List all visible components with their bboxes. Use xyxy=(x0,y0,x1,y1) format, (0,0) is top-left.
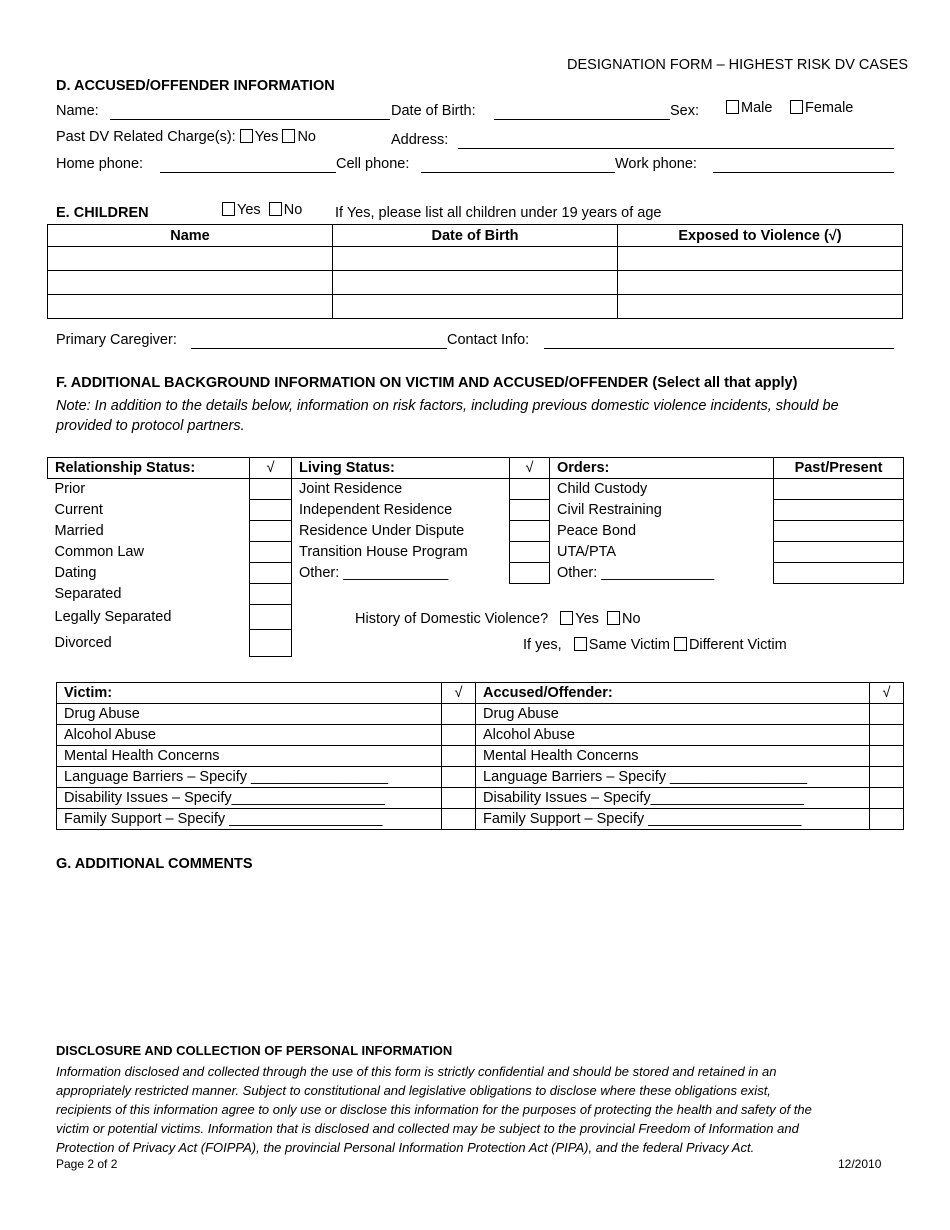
orders-item: Civil Restraining xyxy=(557,502,662,518)
section-e-title: E. CHILDREN xyxy=(56,205,149,221)
orders-item: Child Custody xyxy=(557,481,648,498)
risk-factors-table xyxy=(56,682,904,830)
past-charges-no-label: No xyxy=(297,129,316,145)
female-checkbox[interactable] xyxy=(790,100,803,114)
child-exposed-cell[interactable] xyxy=(618,271,903,295)
orders-item: Other: ______________ xyxy=(557,565,715,581)
orders-past-present-cell[interactable] xyxy=(774,521,904,542)
relationship-item: Legally Separated xyxy=(54,609,172,625)
child-dob-cell[interactable] xyxy=(333,271,618,295)
form-title: DESIGNATION FORM – HIGHEST RISK DV CASES xyxy=(567,57,909,73)
background-table xyxy=(47,457,904,657)
col-dob-header: Date of Birth xyxy=(333,225,618,247)
living-header: Living Status: xyxy=(292,458,510,479)
disclosure-line: Information disclosed and collected through the use of this form is strictly confidential and should be stored and retained in an xyxy=(56,1064,777,1079)
relationship-checkbox[interactable] xyxy=(250,630,292,657)
disclosure-line: recipients of this information agree to only use or disclose this information for the purposes of protecting the health and safety of the xyxy=(56,1102,812,1117)
relationship-checkbox[interactable] xyxy=(250,542,292,563)
victim-checkbox[interactable] xyxy=(442,788,476,809)
living-checkbox[interactable] xyxy=(510,563,550,584)
child-exposed-cell[interactable] xyxy=(618,247,903,271)
living-item: Independent Residence xyxy=(299,502,453,518)
table-row xyxy=(48,247,903,271)
disclosure-line: appropriately restricted manner. Subject to constitutional and legislative obligations to disclose where these obligations exist, xyxy=(56,1083,771,1098)
victim-checkbox[interactable] xyxy=(442,767,476,788)
accused-item: Mental Health Concerns xyxy=(476,746,870,767)
orders-item: Peace Bond xyxy=(557,523,637,539)
accused-checkbox[interactable] xyxy=(870,809,904,830)
work-phone-field[interactable] xyxy=(713,172,894,173)
page-number: Page 2 of 2 xyxy=(56,1157,118,1171)
form-date: 12/2010 xyxy=(838,1157,882,1171)
past-charges-label: Past DV Related Charge(s): xyxy=(56,129,236,145)
orders-past-present-cell[interactable] xyxy=(774,479,904,500)
dv-history-no-checkbox[interactable] xyxy=(607,611,620,625)
disclosure-text xyxy=(56,1062,812,1157)
past-charges-row xyxy=(56,129,316,145)
accused-item: Family Support – Specify ___________________ xyxy=(476,809,870,830)
child-dob-cell[interactable] xyxy=(333,295,618,319)
victim-check-header: √ xyxy=(442,683,476,704)
col-exposed-header: Exposed to Violence (√) xyxy=(618,225,903,247)
spacer-cell xyxy=(292,584,904,605)
disclosure-line: Protection of Privacy Act (FOIPPA), the provincial Personal Information Protection Act (PIPA), and the federal Privacy Act. xyxy=(56,1140,755,1155)
children-yes-label: Yes xyxy=(237,202,261,218)
living-checkbox[interactable] xyxy=(510,500,550,521)
relationship-item: Separated xyxy=(54,586,122,602)
children-no-checkbox[interactable] xyxy=(269,202,282,216)
address-label: Address: xyxy=(391,132,449,148)
relationship-checkbox[interactable] xyxy=(250,563,292,584)
victim-checkbox[interactable] xyxy=(442,809,476,830)
sex-male-option[interactable] xyxy=(726,100,772,116)
accused-item: Disability Issues – Specify___________________ xyxy=(476,788,870,809)
section-f-note: Note: In addition to the details below, information on risk factors, including previous domestic violence incidents, should be provided to protocol partners. xyxy=(56,398,839,434)
relationship-checkbox[interactable] xyxy=(250,521,292,542)
accused-checkbox[interactable] xyxy=(870,725,904,746)
living-checkbox[interactable] xyxy=(510,542,550,563)
living-item: Joint Residence xyxy=(299,481,403,498)
relationship-item: Prior xyxy=(54,481,86,498)
accused-checkbox[interactable] xyxy=(870,746,904,767)
sex-label: Sex: xyxy=(670,103,700,119)
living-checkbox[interactable] xyxy=(510,479,550,500)
victim-checkbox[interactable] xyxy=(442,746,476,767)
home-phone-label: Home phone: xyxy=(56,156,144,172)
dv-history-yes-label: Yes xyxy=(575,611,599,627)
table-row xyxy=(48,295,903,319)
living-checkbox[interactable] xyxy=(510,521,550,542)
accused-item: Alcohol Abuse xyxy=(476,725,870,746)
dob-field[interactable] xyxy=(494,119,670,120)
victim-item: Disability Issues – Specify___________________ xyxy=(57,788,442,809)
victim-checkbox[interactable] xyxy=(442,704,476,725)
relationship-item: Divorced xyxy=(54,635,112,651)
relationship-header: Relationship Status: xyxy=(48,458,250,479)
relationship-checkbox[interactable] xyxy=(250,605,292,630)
primary-caregiver-label: Primary Caregiver: xyxy=(56,332,177,348)
female-label: Female xyxy=(805,100,854,116)
section-d-title: D. ACCUSED/OFFENDER INFORMATION xyxy=(56,78,335,94)
victim-checkbox[interactable] xyxy=(442,725,476,746)
child-name-cell[interactable] xyxy=(48,295,333,319)
relationship-item: Current xyxy=(54,502,103,518)
same-victim-label: Same Victim xyxy=(588,637,670,653)
children-table xyxy=(47,224,903,319)
living-check-header: √ xyxy=(510,458,550,479)
dob-label: Date of Birth: xyxy=(391,103,476,119)
orders-past-present-cell[interactable] xyxy=(774,563,904,584)
accused-checkbox[interactable] xyxy=(870,704,904,725)
accused-checkbox[interactable] xyxy=(870,788,904,809)
table-row xyxy=(48,271,903,295)
orders-past-present-cell[interactable] xyxy=(774,500,904,521)
sex-female-option[interactable] xyxy=(790,100,853,116)
primary-caregiver-field[interactable] xyxy=(191,348,447,349)
past-charges-no-checkbox[interactable] xyxy=(282,129,295,143)
victim-item: Mental Health Concerns xyxy=(57,746,442,767)
disclosure-line: victim or potential victims. Information that is disclosed and collected may be subject to the provincial Freedom of Information and xyxy=(56,1121,799,1136)
child-name-cell[interactable] xyxy=(48,271,333,295)
male-checkbox[interactable] xyxy=(726,100,739,114)
if-yes-label: If yes, xyxy=(523,637,562,653)
additional-comments-area[interactable] xyxy=(56,880,896,1030)
accused-check-header: √ xyxy=(870,683,904,704)
name-field[interactable] xyxy=(110,119,390,120)
work-phone-label: Work phone: xyxy=(615,156,697,172)
cell-phone-field[interactable] xyxy=(421,172,615,173)
child-name-cell[interactable] xyxy=(48,247,333,271)
cell-phone-label: Cell phone: xyxy=(336,156,410,172)
victim-item: Family Support – Specify ___________________ xyxy=(57,809,442,830)
dv-history-label: History of Domestic Violence? xyxy=(355,611,549,627)
accused-checkbox[interactable] xyxy=(870,767,904,788)
accused-header: Accused/Offender: xyxy=(476,683,870,704)
relationship-item: Dating xyxy=(54,565,97,581)
child-dob-cell[interactable] xyxy=(333,247,618,271)
section-f-title: F. ADDITIONAL BACKGROUND INFORMATION ON VICTIM AND ACCUSED/OFFENDER (Select all that apply) xyxy=(56,375,798,391)
same-victim-checkbox[interactable] xyxy=(574,637,587,651)
dv-history-yes-checkbox[interactable] xyxy=(560,611,573,625)
children-yes-checkbox[interactable] xyxy=(222,202,235,216)
contact-info-label: Contact Info: xyxy=(447,332,530,348)
different-victim-checkbox[interactable] xyxy=(674,637,687,651)
victim-item: Language Barriers – Specify _________________ xyxy=(57,767,442,788)
orders-past-present-cell[interactable] xyxy=(774,542,904,563)
victim-header: Victim: xyxy=(57,683,442,704)
past-present-header: Past/Present xyxy=(774,458,904,479)
living-item: Transition House Program xyxy=(299,544,468,560)
relationship-checkbox[interactable] xyxy=(250,479,292,500)
name-label: Name: xyxy=(56,103,99,119)
past-charges-yes-label: Yes xyxy=(254,129,279,145)
accused-item: Language Barriers – Specify _________________ xyxy=(476,767,870,788)
victim-item: Alcohol Abuse xyxy=(57,725,442,746)
living-item: Other: _____________ xyxy=(299,565,449,581)
relationship-item: Common Law xyxy=(54,544,144,560)
relationship-check-header: √ xyxy=(250,458,292,479)
dv-history-row xyxy=(355,611,641,627)
col-name-header: Name xyxy=(48,225,333,247)
children-no-label: No xyxy=(283,202,303,218)
male-label: Male xyxy=(741,100,773,116)
orders-item: UTA/PTA xyxy=(557,544,617,560)
past-charges-yes-checkbox[interactable] xyxy=(240,129,253,143)
relationship-checkbox[interactable] xyxy=(250,500,292,521)
disclosure-title: DISCLOSURE AND COLLECTION OF PERSONAL INFORMATION xyxy=(56,1043,453,1058)
child-exposed-cell[interactable] xyxy=(618,295,903,319)
orders-header: Orders: xyxy=(550,458,774,479)
contact-info-field[interactable] xyxy=(544,348,894,349)
children-instruction: If Yes, please list all children under 19 years of age xyxy=(335,205,662,221)
section-g-title: G. ADDITIONAL COMMENTS xyxy=(56,856,253,872)
home-phone-field[interactable] xyxy=(160,172,336,173)
children-options xyxy=(222,202,302,218)
victim-item: Drug Abuse xyxy=(57,704,442,725)
relationship-checkbox[interactable] xyxy=(250,584,292,605)
different-victim-label: Different Victim xyxy=(688,637,787,653)
dv-history-no-label: No xyxy=(621,611,641,627)
relationship-item: Married xyxy=(54,523,104,539)
if-yes-row xyxy=(523,637,787,653)
living-item: Residence Under Dispute xyxy=(299,523,465,539)
address-field[interactable] xyxy=(458,148,894,149)
accused-item: Drug Abuse xyxy=(476,704,870,725)
